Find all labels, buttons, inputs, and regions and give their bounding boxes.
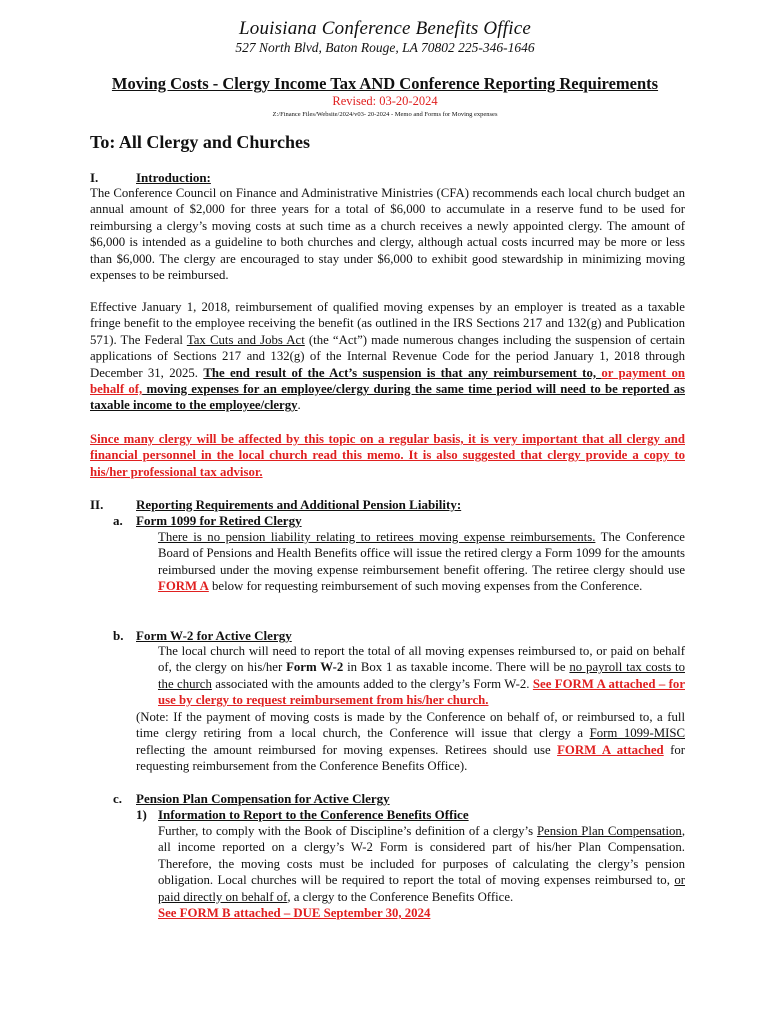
document-title: Moving Costs - Clergy Income Tax AND Conference Reporting Requirements [111,74,659,93]
important-notice: Since many clergy will be affected by this topic on a regular basis, it is very important that all clergy and financial personnel in the local church read this memo. It is also suggested that clergy provide a copy to his/her professional tax advisor. [90,432,685,479]
intro-paragraph: The Conference Council on Finance and Administrative Ministries (CFA) recommends each local church budget an annual amount of $2,000 for three years for a total of $6,000 to accumulate in a reserve fund to be used for reimbursing a clergy’s moving costs at such time as a church receives a newly appointed clergy. The amount of $6,000 is intended as a guideline to both churches and clergy, although actual costs incurred may be more or less than $6,000. The clergy are encouraged to stay under $6,000 to exhibit good stewardship in minimizing moving expenses to be reimbursed. [90,186,685,283]
tax-act-text-2: (the “Act”) made numerous changes including the suspension of certain applications of Sections 217 and 132(g) of the Internal Revenue Code for the period January 1, 2018 through December 31, 2025. [90,332,685,380]
subsection-b-text [158,643,685,709]
form-w2-label: Form W-2 [286,660,344,675]
note-text-2: reflecting the amount reimbursed for moving expenses. Retirees should use [136,742,558,757]
tax-act-red: or payment on behalf of, [90,365,685,397]
form-b-link[interactable]: See FORM B attached – DUE September 30, 2024 [158,906,431,920]
pension-plan-compensation: Pension Plan Compensation [536,824,682,838]
no-payroll-cost: no payroll tax costs to the church [158,660,685,691]
subsection-c-letter: c. [113,791,123,806]
subsection-c-text-3: , a clergy to the Conference Benefits Office. [287,889,514,904]
tax-act-text-1: Effective January 1, 2018, reimbursement of qualified moving expenses by an employer is treated as a taxable fringe benefit to the employee receiving the benefit (as outlined in the IRS Sections 217 and 132(g) and Publication 571). The Federal [90,300,685,347]
tax-act-name: Tax Cuts and Jobs Act [186,332,305,347]
office-name: Louisiana Conference Benefits Office [239,18,531,39]
subsection-a-text [158,529,685,595]
paid-directly: or paid directly on behalf of [158,873,685,904]
form-1099-misc: Form 1099-MISC [589,726,685,741]
subsection-a-text-1: The Conference Board of Pensions and Health Benefits office will issue the retired clergy a Form 1099 for the amounts reimbursed under the moving expense reimbursement benefit offering. The retiree clergy should use [158,530,685,577]
revised-date: Revised: 03-20-2024 [332,94,438,108]
subsection-a-heading: Form 1099 for Retired Clergy [136,513,302,528]
subsection-b-note [136,709,685,775]
recipient-heading: To: All Clergy and Churches [90,132,311,152]
subsection-a-letter: a. [113,513,123,528]
note-text-3: for requesting reimbursement from the Conference Benefits Office). [136,742,686,774]
section-2-number: II. [90,497,104,512]
subsection-b-text-1: The local church will need to report the total of all moving expenses reimbursed to, or paid on behalf of, the clergy on his/her [158,644,685,675]
subsection-c-text-2: , all income reported on a clergy’s W-2 Form is considered part of his/her Plan Compensation. Therefore, the moving costs must be included for purposes of calculating the clergy’s pension obligation. Local churches will be required to report the total of moving expenses reimbursed to, [158,824,686,888]
subsection-b-text-3: associated with the amounts added to the clergy’s Form W-2. [211,676,533,691]
form-a-request-link[interactable]: See FORM A attached – for use by clergy to request reimbursement from his/her church. [158,676,685,708]
subsection-c-text-1: Further, to comply with the Book of Discipline’s definition of a clergy’s [158,824,537,838]
form-a-link[interactable]: FORM A [158,579,209,594]
subsection-c-heading: Pension Plan Compensation for Active Clergy [136,791,390,806]
tax-act-bold-2: moving expenses for an employee/clergy during the same time period will need to be reported as taxable income to the employee/clergy [90,382,685,413]
no-pension-liability: There is no pension liability relating to retirees moving expense reimbursements. [158,530,596,544]
tax-act-bold-1: The end result of the Act’s suspension is that any reimbursement to, [203,365,602,380]
subitem-1-heading: Information to Report to the Conference Benefits Office [158,807,469,822]
section-1-heading: Introduction: [136,170,211,185]
subitem-1-number: 1) [136,807,147,822]
file-path: Z:/Finance Files/Website/2024/v03- 20-2024 - Memo and Forms for Moving expenses [272,111,498,118]
section-2-heading: Reporting Requirements and Additional Pension Liability: [136,497,462,512]
subsection-b-heading: Form W-2 for Active Clergy [136,628,292,643]
subsection-c-text [158,823,685,905]
tax-act-paragraph [90,299,685,414]
subsection-a-text-2: below for requesting reimbursement of such moving expenses from the Conference. [208,579,643,594]
office-address: 527 North Blvd, Baton Rouge, LA 70802 225-346-1646 [235,40,535,55]
subsection-b-letter: b. [113,628,124,643]
section-1-number: I. [90,170,99,185]
note-text-1: (Note: If the payment of moving costs is made by the Conference on behalf of, or reimbursed to, a full time clergy retiring from a local church, the Conference will issue that clergy a [136,710,685,741]
subsection-b-text-2: in Box 1 as taxable income. There will be [343,660,570,675]
tax-act-end: . [297,398,301,413]
form-a-attached-link[interactable]: FORM A attached [557,742,664,757]
